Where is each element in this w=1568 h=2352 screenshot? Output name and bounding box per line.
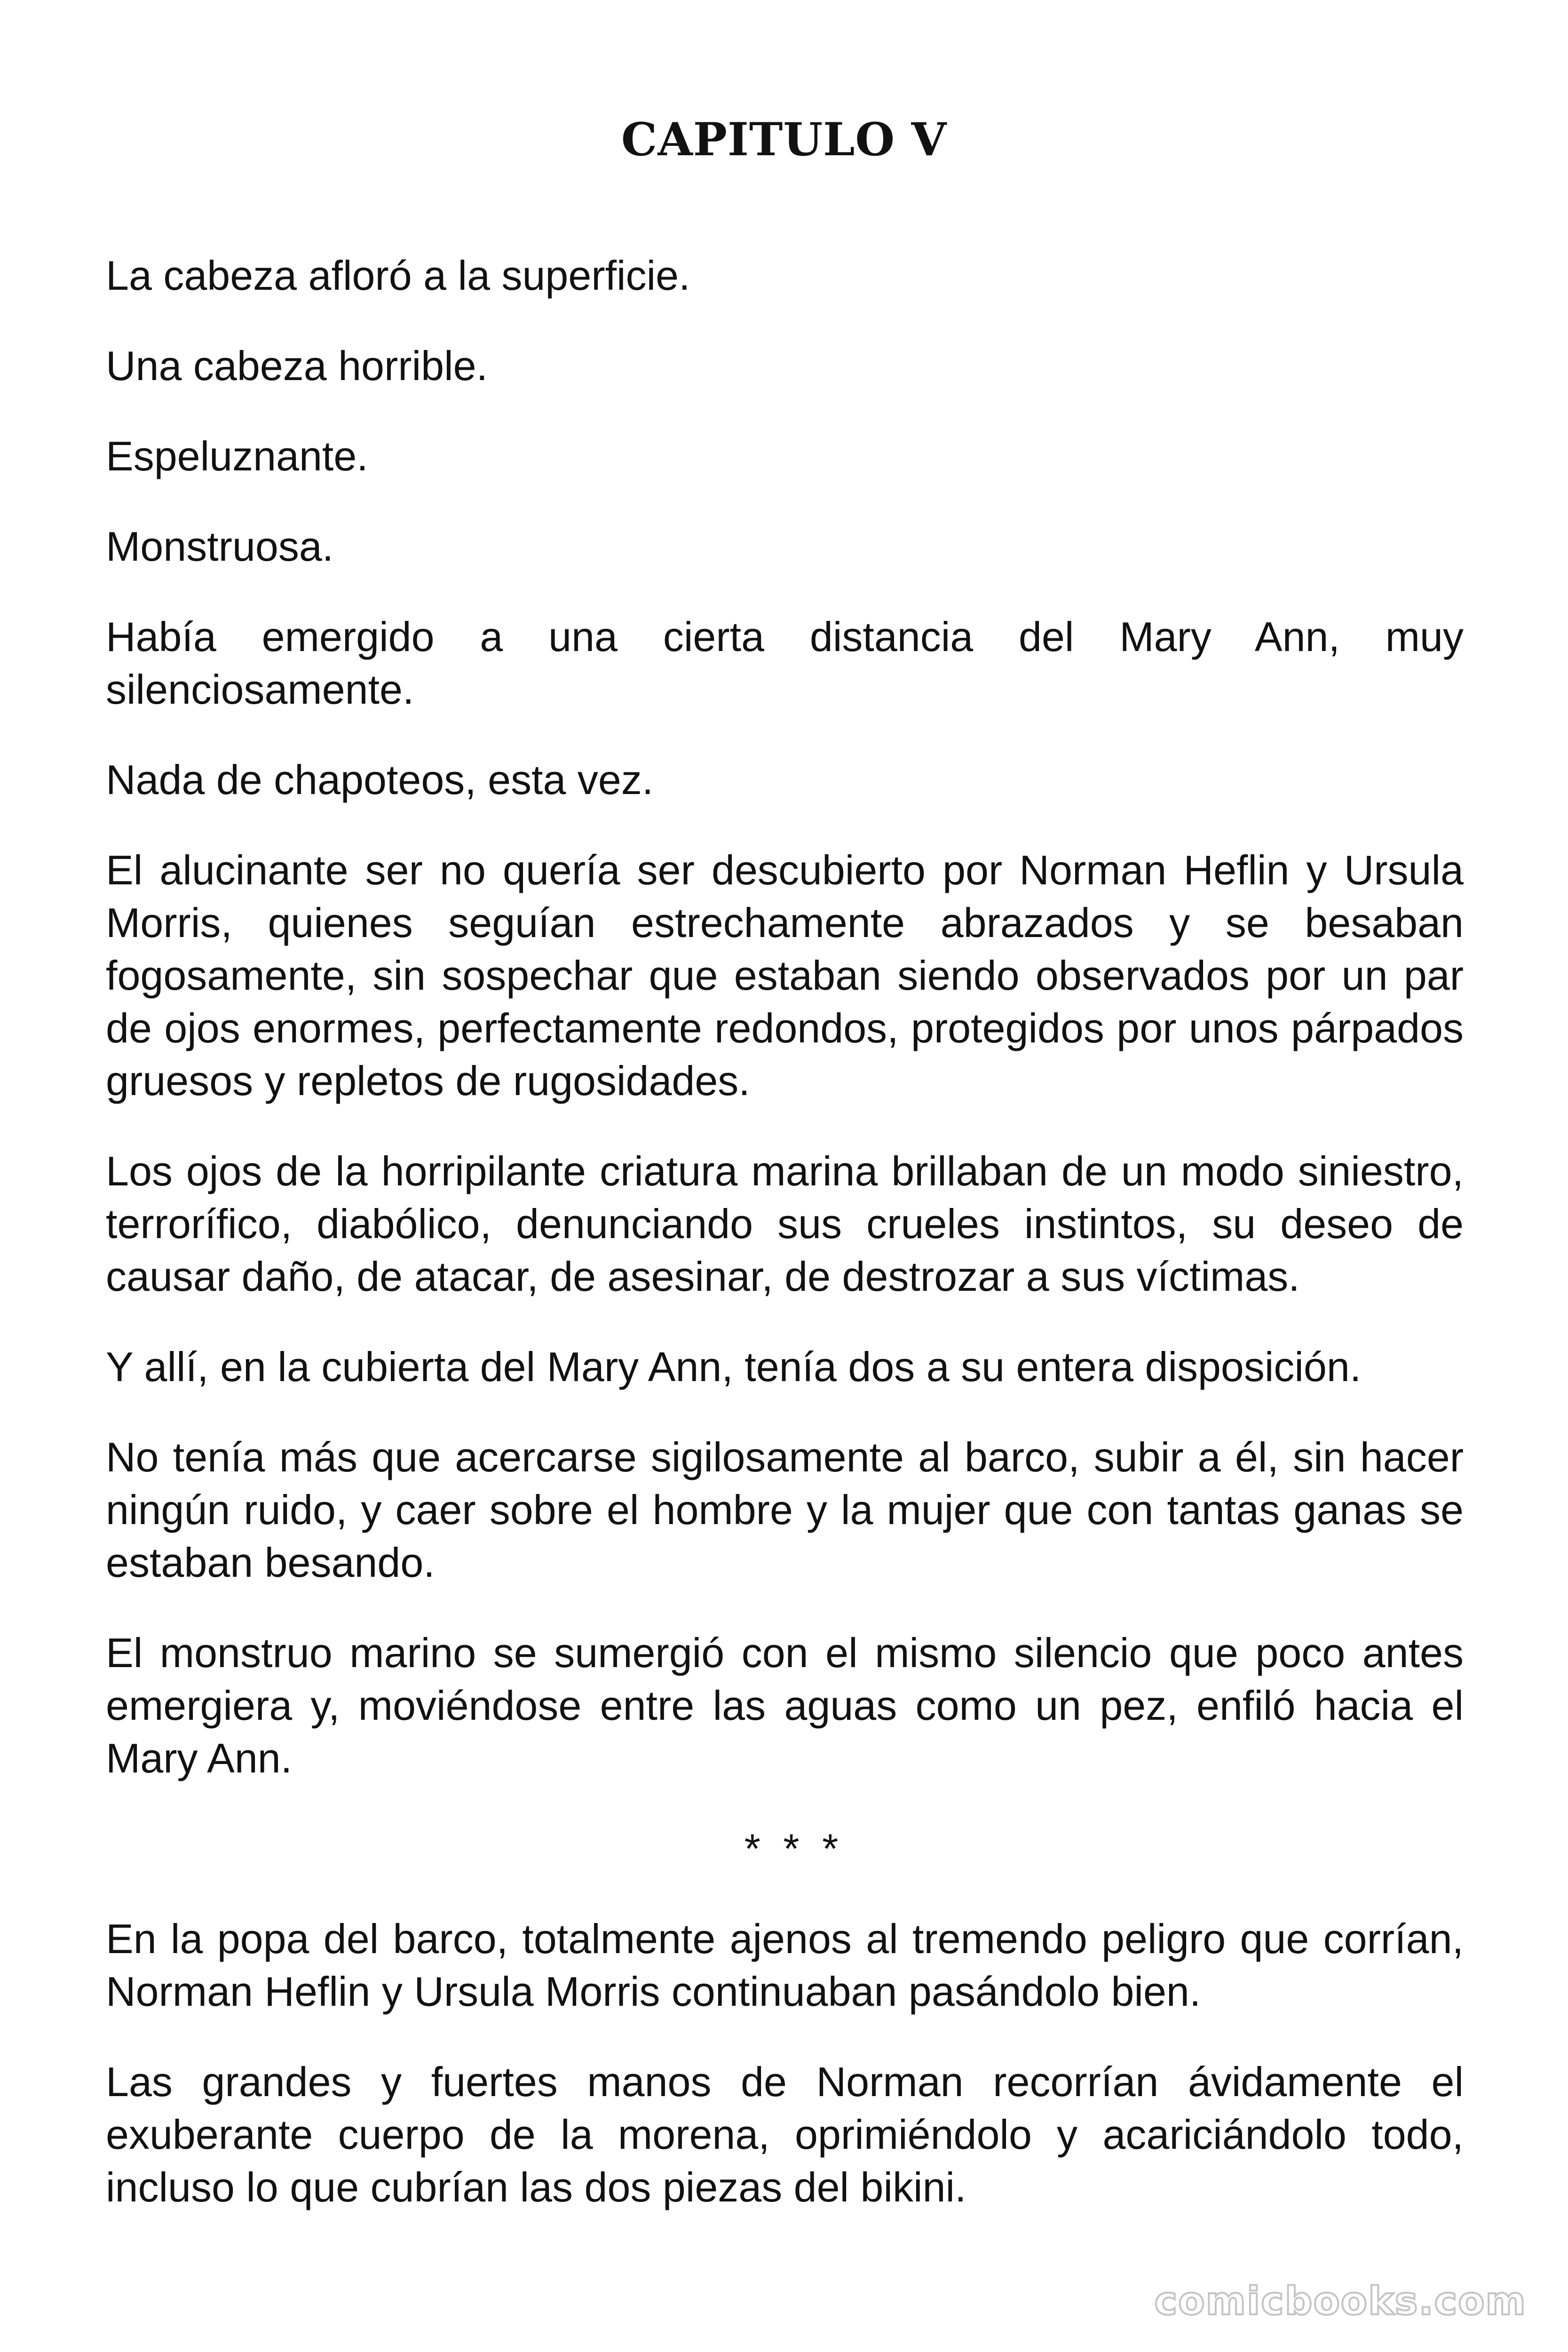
- paragraph: El monstruo marino se sumergió con el mismo silencio que poco antes emergiera y, moviéndose entre las aguas como un pez, enfiló hacia el Mary Ann.: [106, 1629, 1464, 1781]
- text-body: [106, 249, 1464, 2251]
- paragraph: Había emergido a una cierta distancia del Mary Ann, muy silenciosamente.: [106, 613, 1464, 713]
- paragraph: La cabeza afloró a la superficie.: [106, 252, 690, 299]
- paragraph: Nada de chapoteos, esta vez.: [106, 756, 654, 803]
- paragraph: Monstruosa.: [106, 523, 334, 570]
- paragraph: Espeluznante.: [106, 433, 368, 479]
- paragraph: Los ojos de la horripilante criatura marina brillaban de un modo siniestro, terrorífico, diabólico, denunciando sus crueles instintos, su deseo de causar daño, de atacar, de asesinar, de destrozar a sus víctimas.: [106, 1148, 1464, 1300]
- scene-separator: * * *: [744, 1825, 844, 1872]
- paragraph: El alucinante ser no quería ser descubierto por Norman Heflin y Ursula Morris, quienes seguían estrechamente abrazados y se besaban fogosamente, sin sospechar que estaban siendo observados por un par de ojos enormes, perfectamente redondos, protegidos por unos párpados gruesos y repletos de rugosidades.: [106, 847, 1464, 1104]
- site-watermark: comicbooks.com: [1154, 2279, 1527, 2324]
- paragraph: Y allí, en la cubierta del Mary Ann, tenía dos a su entera disposición.: [106, 1343, 1362, 1390]
- paragraph: En la popa del barco, totalmente ajenos al tremendo peligro que corrían, Norman Heflin y Ursula Morris continuaban pasándolo bien.: [106, 1915, 1464, 2015]
- paragraph: Una cabeza horrible.: [106, 342, 488, 389]
- paragraph: No tenía más que acercarse sigilosamente al barco, subir a él, sin hacer ningún ruido, y caer sobre el hombre y la mujer que con tantas ganas se estaban besando.: [106, 1434, 1464, 1586]
- paragraph: Las grandes y fuertes manos de Norman recorrían ávidamente el exuberante cuerpo de la morena, oprimiéndolo y acariciándolo todo, incluso lo que cubrían las dos piezas del bikini.: [106, 2058, 1464, 2210]
- chapter-title: CAPITULO V: [621, 113, 947, 166]
